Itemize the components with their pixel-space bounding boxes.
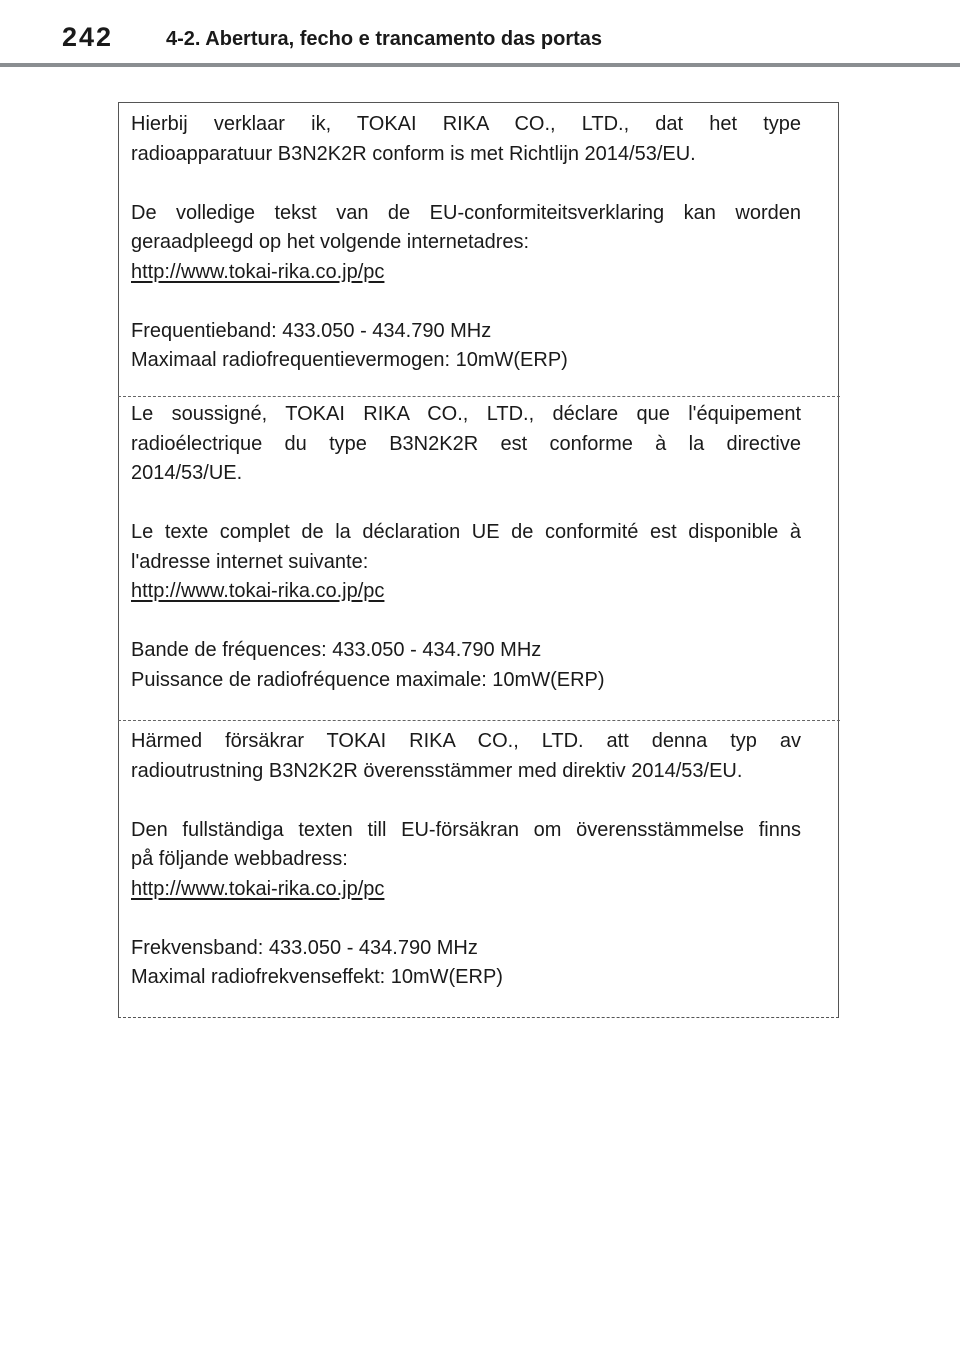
declaration-section-nl (131, 110, 801, 376)
conformity-url-link[interactable]: http://www.tokai-rika.co.jp/pc (131, 260, 385, 283)
declaration-section-fr (131, 400, 801, 695)
fulltext-line: på följande webbadress: (131, 848, 348, 870)
max-power: Puissance de radiofréquence maximale: 10mW(ERP) (131, 668, 605, 691)
declaration-text-line: Härmed försäkrar TOKAI RIKA CO., LTD. att denna typ av (131, 730, 801, 752)
fulltext-line: l'adresse internet suivante: (131, 550, 369, 573)
declaration-box (118, 102, 839, 1018)
declaration-section-sv (131, 727, 801, 993)
section-divider (118, 396, 840, 397)
frequency-band: Frequentieband: 433.050 - 434.790 MHz (131, 319, 492, 342)
frequency-band: Frekvensband: 433.050 - 434.790 MHz (131, 936, 478, 959)
fulltext-line: Den fullständiga texten till EU-försäkran om överensstämmelse finns (131, 818, 801, 841)
declaration-text-line: Le soussigné, TOKAI RIKA CO., LTD., déclare que l'équipement (131, 403, 801, 425)
declaration-text-line: radioutrustning B3N2K2R överensstämmer med direktiv 2014/53/EU. (131, 759, 743, 782)
fulltext-line: De volledige tekst van de EU-conformiteitsverklaring kan worden (131, 201, 801, 224)
chapter-title: 4-2. Abertura, fecho e trancamento das portas (166, 28, 603, 50)
page-header (0, 0, 960, 66)
max-power: Maximal radiofrekvenseffekt: 10mW(ERP) (131, 966, 503, 988)
conformity-url-link[interactable]: http://www.tokai-rika.co.jp/pc (131, 580, 385, 602)
header-rule (0, 63, 960, 67)
declaration-text-line: radioapparatuur B3N2K2R conform is met Richtlijn 2014/53/EU. (131, 142, 696, 165)
fulltext-line: geraadpleegd op het volgende internetadres: (131, 231, 530, 253)
page-number: 242 (62, 22, 114, 52)
max-power: Maximaal radiofrequentievermogen: 10mW(ERP) (131, 349, 568, 371)
declaration-text-line: Hierbij verklaar ik, TOKAI RIKA CO., LTD., dat het type (131, 113, 801, 135)
section-divider (118, 720, 840, 721)
declaration-text-line: radioélectrique du type B3N2K2R est conforme à la directive (131, 432, 801, 455)
conformity-url-link[interactable]: http://www.tokai-rika.co.jp/pc (131, 877, 385, 900)
frequency-band: Bande de fréquences: 433.050 - 434.790 MHz (131, 639, 542, 661)
fulltext-line: Le texte complet de la déclaration UE de conformité est disponible à (131, 521, 801, 543)
declaration-text-line: 2014/53/UE. (131, 462, 243, 484)
